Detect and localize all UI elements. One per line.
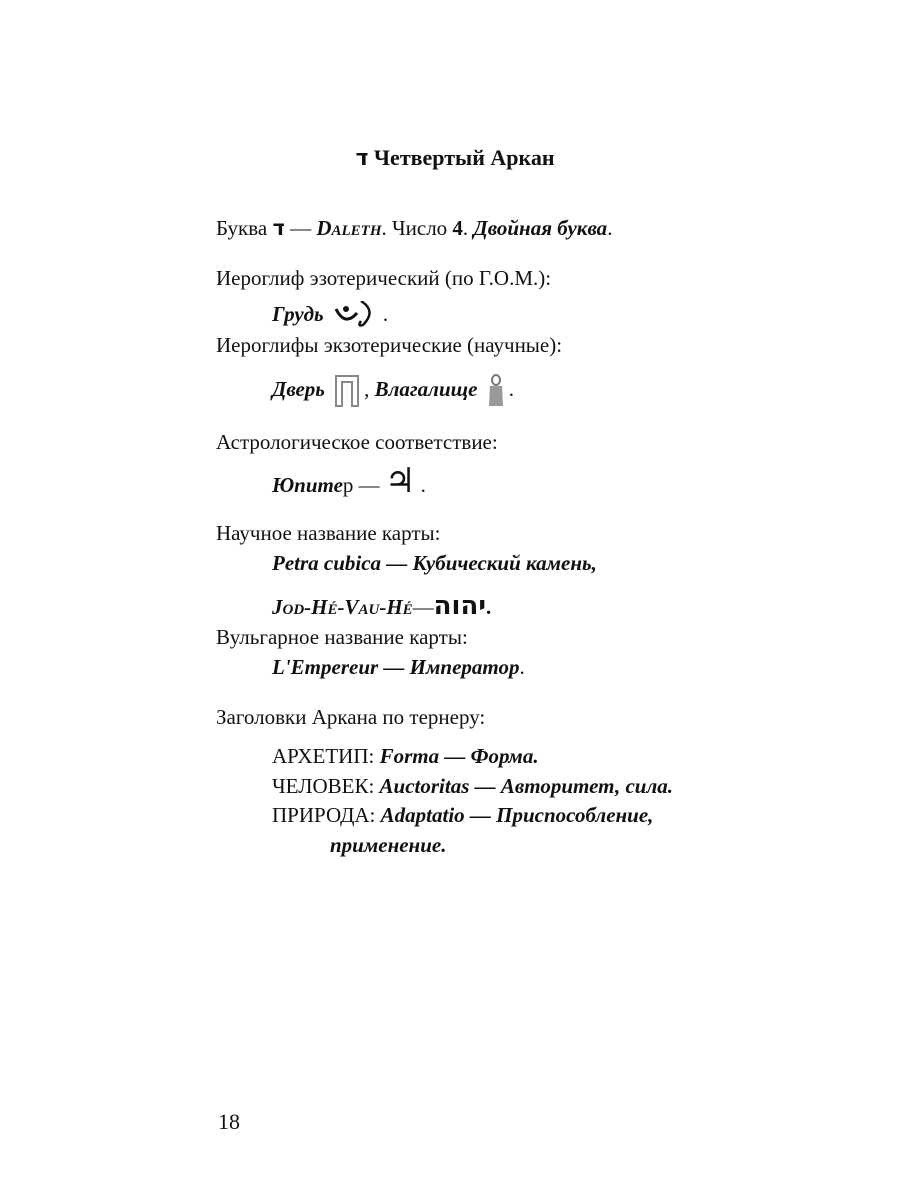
daleth-letter: ד — [355, 146, 369, 171]
vulgar-label: Вульгарное название карты: — [216, 625, 468, 649]
punct: . — [519, 655, 525, 679]
ternary-key: ЧЕЛОВЕК: — [272, 774, 375, 798]
breast-hieroglyph-icon — [333, 301, 379, 331]
door-text: Дверь — [272, 376, 325, 401]
ternary-continuation: применение. — [330, 833, 447, 857]
ternary-value: Forma — Форма. — [379, 744, 539, 768]
title-text: Четвертый Аркан — [373, 145, 555, 170]
ternary-label: Заголовки Аркана по тернеру: — [216, 705, 486, 729]
ternary-item — [272, 742, 539, 770]
ternary-item — [272, 772, 673, 800]
door-hieroglyph-icon — [334, 374, 360, 408]
letter-label: Буква — [216, 216, 268, 240]
tetragrammaton-name: Jod-Hé-Vau-Hé — [272, 595, 413, 619]
dash: — — [412, 595, 434, 619]
punct: . — [508, 376, 514, 401]
number-label: Число — [391, 216, 448, 240]
ternary-key: ПРИРОДА: — [272, 803, 376, 827]
punct: . — [381, 216, 387, 240]
jupiter-symbol-icon: ♃ — [384, 461, 416, 501]
tetragrammaton-line — [272, 592, 491, 621]
esoteric-text: Грудь — [272, 302, 324, 326]
exoteric-label: Иероглифы экзотерические (научные): — [216, 333, 563, 357]
hebrew-tetragrammaton: יהוה — [433, 591, 486, 621]
letter-line — [216, 214, 612, 242]
vulgar-text: L'Empereur — Император — [272, 655, 520, 679]
ternary-item — [272, 801, 653, 829]
number-value: 4 — [452, 216, 463, 240]
dash: — — [290, 216, 312, 240]
scientific-label: Научное название карты: — [216, 521, 441, 545]
vulgar-value — [272, 653, 525, 681]
punct: . — [485, 595, 492, 619]
esoteric-value — [272, 300, 388, 331]
vagina-text: Влагалище — [374, 376, 478, 401]
ternary-value: Auctoritas — Авторитет, сила. — [379, 774, 674, 798]
punct: . — [607, 216, 613, 240]
scientific-value: Petra cubica — Кубический камень, — [272, 551, 597, 575]
ternary-value: Adaptatio — Приспособление, — [380, 803, 654, 827]
astro-label: Астрологическое соответствие: — [216, 430, 498, 454]
punct: . — [462, 216, 469, 240]
punct: . — [420, 473, 426, 497]
ternary-key: АРХЕТИП: — [272, 744, 375, 768]
letter-type: Двойная буква — [473, 216, 608, 240]
page-number: 18 — [218, 1109, 240, 1134]
astro-value — [272, 461, 426, 501]
esoteric-label: Иероглиф эзотерический (по Г.О.М.): — [216, 266, 552, 290]
jupiter-text: Юпите — [272, 473, 343, 497]
dash: — — [358, 473, 380, 497]
punct: , — [364, 376, 370, 401]
jupiter-text-end: р — [342, 473, 354, 497]
page-title — [0, 144, 900, 173]
exoteric-values — [272, 374, 514, 408]
punct: . — [382, 302, 389, 326]
letter-name: Daleth — [316, 216, 382, 240]
vagina-hieroglyph-icon — [487, 374, 505, 408]
daleth-letter: ד — [272, 216, 285, 240]
